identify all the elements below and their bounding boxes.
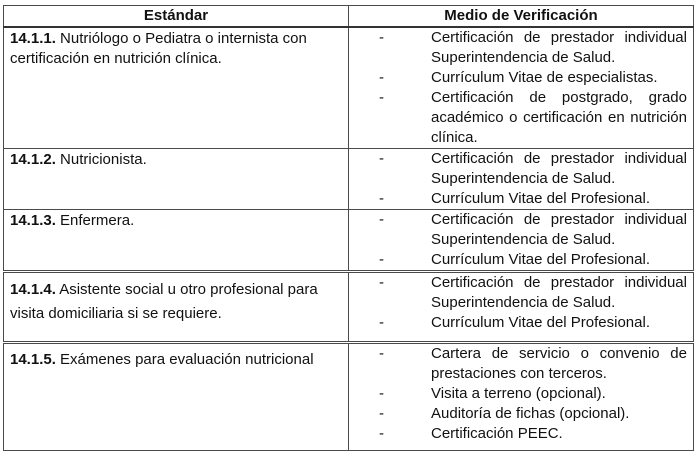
standard-cell [4, 272, 349, 343]
verification-item: Certificación de prestador individual Superintendencia de Salud. [431, 211, 687, 248]
verification-cell [349, 210, 694, 272]
list-item [379, 384, 687, 404]
bullet-dash: - [379, 385, 384, 402]
verification-list [379, 28, 687, 148]
bullet-dash: - [379, 29, 384, 46]
standard-code: 14.1.5. [10, 351, 56, 368]
standard-code: 14.1.4. [10, 281, 56, 298]
table-row [4, 27, 694, 149]
table-row [4, 210, 694, 272]
verification-list [379, 344, 687, 444]
list-item [379, 273, 687, 313]
table-row [4, 149, 694, 210]
verification-list [379, 149, 687, 209]
bullet-dash: - [379, 314, 384, 331]
verification-item: Certificación de prestador individual Superintendencia de Salud. [431, 29, 687, 66]
list-item [379, 313, 687, 333]
list-item [379, 88, 687, 148]
verification-item: Currículum Vitae del Profesional. [431, 251, 650, 268]
verification-item: Cartera de servicio o convenio de prestaciones con terceros. [431, 345, 687, 382]
bullet-dash: - [379, 211, 384, 228]
verification-item: Currículum Vitae del Profesional. [431, 314, 650, 331]
verification-list [379, 210, 687, 270]
bullet-dash: - [379, 150, 384, 167]
standard-text: Asistente social u otro profesional para visita domiciliaria si se requiere. [10, 281, 318, 322]
standard-text: Nutricionista. [60, 151, 147, 168]
verification-cell [349, 343, 694, 451]
verification-item: Certificación de postgrado, grado académico o certificación en nutrición clínica. [431, 89, 687, 146]
verification-item: Certificación de prestador individual Superintendencia de Salud. [431, 150, 687, 187]
standard-cell [4, 149, 349, 210]
list-item [379, 28, 687, 68]
bullet-dash: - [379, 69, 384, 86]
list-item [379, 149, 687, 189]
table-row [4, 272, 694, 343]
bullet-dash: - [379, 345, 384, 362]
standards-table [3, 5, 694, 451]
standard-code: 14.1.1. [10, 30, 56, 47]
verification-item: Auditoría de fichas (opcional). [431, 405, 630, 422]
standard-cell [4, 27, 349, 149]
verification-item: Certificación PEEC. [431, 425, 563, 442]
verification-item: Visita a terreno (opcional). [431, 385, 606, 402]
header-standard: Estándar [4, 6, 349, 28]
standard-cell [4, 210, 349, 272]
bullet-dash: - [379, 274, 384, 291]
table-header-row [4, 6, 694, 28]
header-verification: Medio de Verificación [349, 6, 694, 28]
verification-cell [349, 149, 694, 210]
list-item [379, 68, 687, 88]
verification-list [379, 273, 687, 333]
bullet-dash: - [379, 425, 384, 442]
table-row [4, 343, 694, 451]
standard-cell [4, 343, 349, 451]
list-item [379, 344, 687, 384]
verification-cell [349, 27, 694, 149]
list-item [379, 424, 687, 444]
bullet-dash: - [379, 89, 384, 106]
bullet-dash: - [379, 190, 384, 207]
verification-item: Certificación de prestador individual Superintendencia de Salud. [431, 274, 687, 311]
standard-code: 14.1.3. [10, 212, 56, 229]
standard-code: 14.1.2. [10, 151, 56, 168]
list-item [379, 189, 687, 209]
verification-cell [349, 272, 694, 343]
verification-item: Currículum Vitae de especialistas. [431, 69, 658, 86]
list-item [379, 210, 687, 250]
standard-text: Enfermera. [60, 212, 135, 229]
bullet-dash: - [379, 251, 384, 268]
list-item [379, 250, 687, 270]
verification-item: Currículum Vitae del Profesional. [431, 190, 650, 207]
standard-text: Nutriólogo o Pediatra o internista con certificación en nutrición clínica. [10, 30, 307, 67]
list-item [379, 404, 687, 424]
bullet-dash: - [379, 405, 384, 422]
standard-text: Exámenes para evaluación nutricional [60, 351, 314, 368]
